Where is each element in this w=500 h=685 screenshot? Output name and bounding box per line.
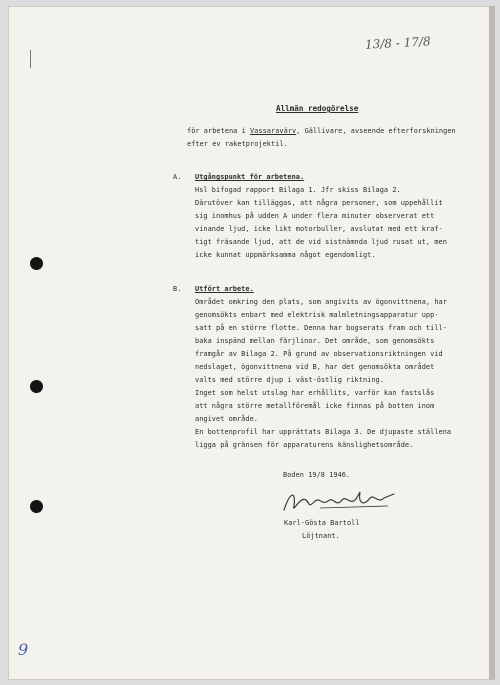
section-a-line: tigt fräsande ljud, att de vid sistnämnda ljud rusat ut, men [195, 238, 447, 246]
margin-mark [30, 50, 31, 68]
section-b-line: att några större metallföremål icke finnas på botten inom [195, 402, 435, 410]
section-b-line: ligga på gränsen för apparaturens känslighetsområde. [195, 441, 414, 449]
section-a-line: icke kunnat uppmärksamma något egendomligt. [195, 251, 376, 259]
section-b-heading: Utfört arbete. [195, 285, 254, 293]
intro-line-2: efter ev raketprojektil. [187, 140, 288, 148]
section-b-line: Området omkring den plats, som angivits av ögonvittnena, har [195, 298, 447, 306]
signature-icon [280, 486, 400, 516]
page-number-mark: 9 [18, 640, 29, 659]
section-a-letter: A. [173, 173, 182, 181]
intro-line-1: för arbetena i Vassaravärv, Gällivare, avseende efterforskningen [187, 127, 456, 135]
section-b-line: Inget som helst utslag har erhållits, varför kan fastslås [195, 389, 435, 397]
section-a-line: Hsl bifogad rapport Bilaga 1. Jfr skiss Bilaga 2. [195, 186, 401, 194]
page-edge-shadow [489, 6, 495, 680]
punch-hole-icon [30, 500, 43, 513]
place-name: Vassaravärv [249, 127, 297, 135]
section-b-line: baka inspänd mellan färjlinor. Det område, som genomsökts [195, 337, 435, 345]
section-b-line: valts med större djup i väst-östlig riktning. [195, 376, 384, 384]
section-b-line: framgår av Bilaga 2. På grund av observationsriktningen vid [195, 350, 443, 358]
section-b-line: genomsökts enbart med elektrisk malmletningsapparatur upp- [195, 311, 439, 319]
signature-name: Karl-Gösta Bartoll [284, 519, 360, 527]
section-b-line: angivet område. [195, 415, 258, 423]
section-a-line: Därutöver kan tilläggas, att några personer, som uppehållit [195, 199, 443, 207]
section-a-line: vinande ljud, icke likt motorbuller, avslutat med ett kraf- [195, 225, 443, 233]
section-b-line: En bottenprofil har upprättats Bilaga 3. De djupaste ställena [195, 428, 452, 436]
punch-hole-icon [30, 257, 43, 270]
document-title: Allmän redogörelse [276, 104, 359, 113]
section-a-line: sig inomhus på udden A under flera minuter observerat ett [195, 212, 435, 220]
punch-hole-icon [30, 380, 43, 393]
signature-rank: Löjtnant. [302, 532, 340, 540]
section-b-line: satt på en större flotte. Denna har bogserats fram och till- [195, 324, 447, 332]
date-line: Boden 19/8 1946. [283, 471, 351, 479]
section-a-heading: Utgångspunkt för arbetena. [195, 173, 305, 181]
section-b-letter: B. [173, 285, 182, 293]
handwritten-date: 13/8 - 17/8 [364, 34, 431, 52]
section-b-line: nedslaget, ögonvittnena vid B, har det genomsökta området [195, 363, 435, 371]
